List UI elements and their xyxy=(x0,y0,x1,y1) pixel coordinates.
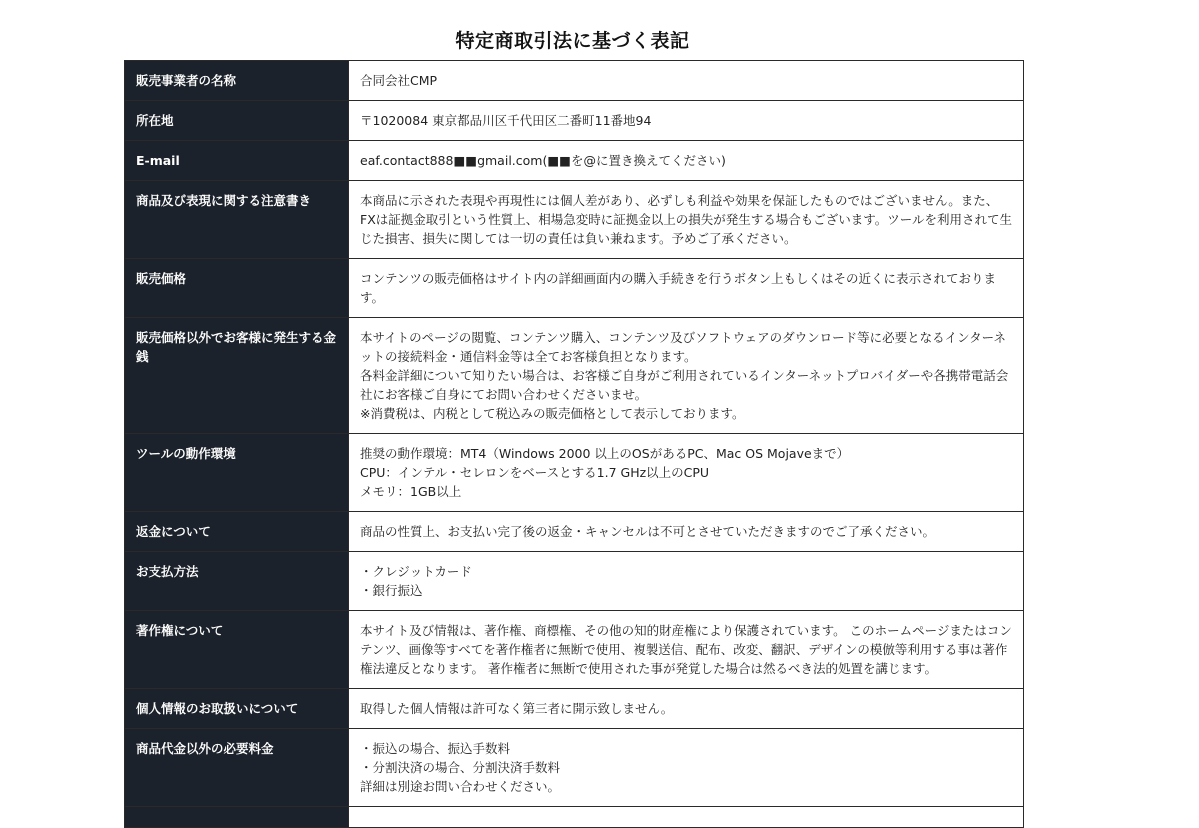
row-value-line: ・銀行振込 xyxy=(360,583,423,598)
table-row xyxy=(125,434,1024,512)
row-label: 販売価格以外でお客様に発生する金銭 xyxy=(125,318,349,434)
table-row xyxy=(125,807,1024,828)
row-label: 返金について xyxy=(125,512,349,552)
legal-notice-table-container xyxy=(124,60,1024,828)
table-row xyxy=(125,318,1024,434)
row-value xyxy=(349,259,1024,318)
row-value-line: 本商品に示された表現や再現性には個人差があり、必ずしも利益や効果を保証したものではございません。また、FXは証拠金取引という性質上、相場急変時に証拠金以上の損失が発生する場合もございます。ツールを利用されて生じた損害、損失に関しては一切の責任は負い兼ねます。予めご了承ください。 xyxy=(360,193,1013,246)
row-value xyxy=(349,61,1024,101)
table-row xyxy=(125,611,1024,689)
row-value-line: ・分割決済の場合、分割決済手数料 xyxy=(360,760,561,775)
row-value xyxy=(349,181,1024,259)
row-label xyxy=(125,807,349,828)
row-label: 商品代金以外の必要料金 xyxy=(125,729,349,807)
row-value-line: 取得した個人情報は許可なく第三者に開示致しません。 xyxy=(360,701,674,716)
legal-notice-rows xyxy=(125,61,1024,828)
row-value-line: CPU：インテル・セレロンをベースとする1.7 GHz以上のCPU xyxy=(360,465,710,480)
row-value-line: 商品の性質上、お支払い完了後の返金・キャンセルは不可とさせていただきますのでご了承ください。 xyxy=(360,524,936,539)
row-value xyxy=(349,807,1024,828)
row-value xyxy=(349,101,1024,141)
row-value xyxy=(349,729,1024,807)
row-value xyxy=(349,318,1024,434)
table-row xyxy=(125,689,1024,729)
row-value-line: 各料金詳細について知りたい場合は、お客様ご自身がご利用されているインターネットプロバイダーや各携帯電話会社にお客様ご自身にてお問い合わせくださいませ。 xyxy=(360,368,1009,402)
row-value xyxy=(349,512,1024,552)
row-value-line: 〒1020084 東京都品川区千代田区二番町11番地94 xyxy=(360,113,652,128)
row-label: 商品及び表現に関する注意書き xyxy=(125,181,349,259)
row-value-line: 本サイト及び情報は、著作権、商標権、その他の知的財産権により保護されています。 このホームページまたはコンテンツ、画像等すべてを著作権者に無断で使用、複製送信、配布、改変、翻訳、デザインの模倣等利用する事は著作権法違反となります。 著作権者に無断で使用された事が発覚した場合は然るべき法的処置を講じます。 xyxy=(360,623,1012,676)
row-value xyxy=(349,434,1024,512)
table-row xyxy=(125,512,1024,552)
legal-notice-table xyxy=(124,60,1024,828)
row-label: 販売価格 xyxy=(125,259,349,318)
table-row xyxy=(125,101,1024,141)
table-row xyxy=(125,552,1024,611)
row-label: 個人情報のお取扱いについて xyxy=(125,689,349,729)
table-row xyxy=(125,141,1024,181)
row-value-line: ・クレジットカード xyxy=(360,564,472,579)
row-value-line: コンテンツの販売価格はサイト内の詳細画面内の購入手続きを行うボタン上もしくはその近くに表示されております。 xyxy=(360,271,997,305)
row-value-line: ※消費税は、内税として税込みの販売価格として表示しております。 xyxy=(360,406,745,421)
row-value-line: 詳細は別途お問い合わせください。 xyxy=(360,779,561,794)
table-row xyxy=(125,61,1024,101)
row-value xyxy=(349,611,1024,689)
row-label: E-mail xyxy=(125,141,349,181)
row-label: 販売事業者の名称 xyxy=(125,61,349,101)
page-title: 特定商取引法に基づく表記 xyxy=(455,30,690,52)
row-label: 著作権について xyxy=(125,611,349,689)
row-label: お支払方法 xyxy=(125,552,349,611)
table-row xyxy=(125,181,1024,259)
row-value-line: 合同会社CMP xyxy=(360,73,438,88)
row-label: ツールの動作環境 xyxy=(125,434,349,512)
row-value-line: メモリ：1GB以上 xyxy=(360,484,462,499)
row-label: 所在地 xyxy=(125,101,349,141)
row-value xyxy=(349,689,1024,729)
row-value-line: eaf.contact888■■gmail.com(■■を@に置き換えてください) xyxy=(360,153,726,168)
row-value-line: 推奨の動作環境：MT4（Windows 2000 以上のOSがあるPC、Mac OS Mojaveまで） xyxy=(360,446,850,461)
table-row xyxy=(125,259,1024,318)
row-value-line: ・振込の場合、振込手数料 xyxy=(360,741,511,756)
row-value xyxy=(349,141,1024,181)
row-value xyxy=(349,552,1024,611)
table-row xyxy=(125,729,1024,807)
row-value-line: 本サイトのページの閲覧、コンテンツ購入、コンテンツ及びソフトウェアのダウンロード等に必要となるインターネットの接続料金・通信料金等は全てお客様負担となります。 xyxy=(360,330,1007,364)
